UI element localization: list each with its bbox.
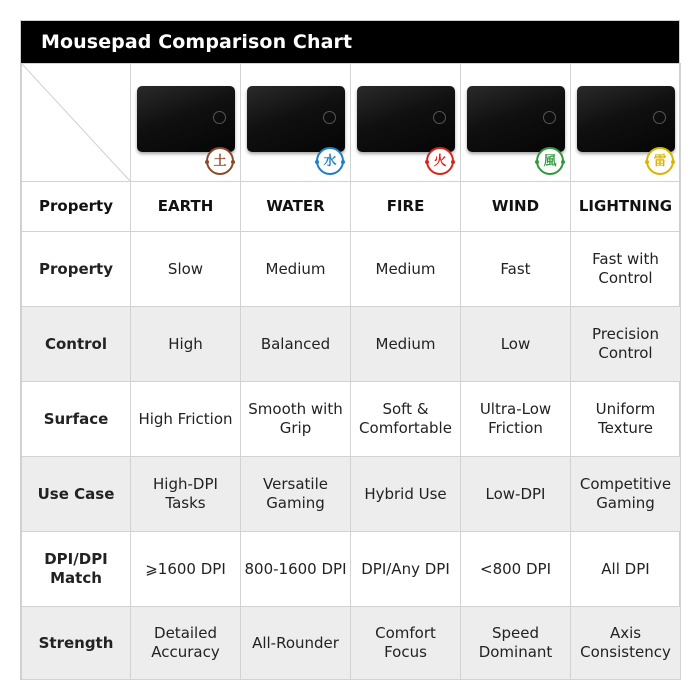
table-cell: Versatile Gaming <box>241 457 351 532</box>
header-property-label: Property <box>22 182 131 232</box>
table-row <box>22 607 681 680</box>
product-name-wind: WIND <box>461 182 571 232</box>
product-image-cell-wind <box>461 64 571 182</box>
table-cell: All-Rounder <box>241 607 351 680</box>
product-image-cell-fire <box>351 64 461 182</box>
element-badge-icon: 水 <box>316 147 344 175</box>
table-cell: Ultra-Low Friction <box>461 382 571 457</box>
row-label: Property <box>22 232 131 307</box>
product-image-cell-lightning <box>571 64 681 182</box>
brand-logo-icon <box>653 111 666 124</box>
table-cell: High Friction <box>131 382 241 457</box>
row-label: Surface <box>22 382 131 457</box>
mousepad-image <box>357 86 455 152</box>
table-cell: Competitive Gaming <box>571 457 681 532</box>
element-badge-icon: 風 <box>536 147 564 175</box>
element-badge-icon: 火 <box>426 147 454 175</box>
table-row <box>22 457 681 532</box>
table-cell: Balanced <box>241 307 351 382</box>
table-cell: Low-DPI <box>461 457 571 532</box>
brand-logo-icon <box>213 111 226 124</box>
mousepad-image <box>467 86 565 152</box>
table-cell: 800-1600 DPI <box>241 532 351 607</box>
product-image-row <box>22 64 681 182</box>
product-image-cell-earth <box>131 64 241 182</box>
table-cell: Axis Consistency <box>571 607 681 680</box>
table-cell: Precision Control <box>571 307 681 382</box>
mousepad-image <box>247 86 345 152</box>
diagonal-divider <box>22 64 130 181</box>
table-cell: Hybrid Use <box>351 457 461 532</box>
product-image-cell-water <box>241 64 351 182</box>
table-cell: Low <box>461 307 571 382</box>
table-cell: High-DPI Tasks <box>131 457 241 532</box>
table-cell: Medium <box>351 307 461 382</box>
brand-logo-icon <box>543 111 556 124</box>
brand-logo-icon <box>323 111 336 124</box>
table-row <box>22 307 681 382</box>
table-cell: All DPI <box>571 532 681 607</box>
table-cell: Soft & Comfortable <box>351 382 461 457</box>
row-label: Strength <box>22 607 131 680</box>
table-cell: Medium <box>351 232 461 307</box>
table-cell: Detailed Accuracy <box>131 607 241 680</box>
element-badge-icon: 土 <box>206 147 234 175</box>
table-row <box>22 532 681 607</box>
row-label: Use Case <box>22 457 131 532</box>
table-cell: Speed Dominant <box>461 607 571 680</box>
table-row <box>22 382 681 457</box>
element-badge-icon: 雷 <box>646 147 674 175</box>
table-cell: Uniform Texture <box>571 382 681 457</box>
row-label: Control <box>22 307 131 382</box>
chart-title: Mousepad Comparison Chart <box>21 21 679 63</box>
table-cell: ⩾1600 DPI <box>131 532 241 607</box>
table-cell: Fast <box>461 232 571 307</box>
table-row <box>22 232 681 307</box>
product-name-fire: FIRE <box>351 182 461 232</box>
table-cell: Slow <box>131 232 241 307</box>
row-label: DPI/DPI Match <box>22 532 131 607</box>
mousepad-image <box>577 86 675 152</box>
table-cell: Fast with Control <box>571 232 681 307</box>
product-name-water: WATER <box>241 182 351 232</box>
table-cell: High <box>131 307 241 382</box>
comparison-table <box>21 63 681 680</box>
table-cell: Medium <box>241 232 351 307</box>
table-cell: <800 DPI <box>461 532 571 607</box>
product-name-earth: EARTH <box>131 182 241 232</box>
product-name-lightning: LIGHTNING <box>571 182 681 232</box>
product-header-row <box>22 182 681 232</box>
table-cell: Comfort Focus <box>351 607 461 680</box>
table-cell: DPI/Any DPI <box>351 532 461 607</box>
comparison-chart <box>20 20 680 680</box>
table-cell: Smooth with Grip <box>241 382 351 457</box>
brand-logo-icon <box>433 111 446 124</box>
corner-cell <box>22 64 131 182</box>
mousepad-image <box>137 86 235 152</box>
